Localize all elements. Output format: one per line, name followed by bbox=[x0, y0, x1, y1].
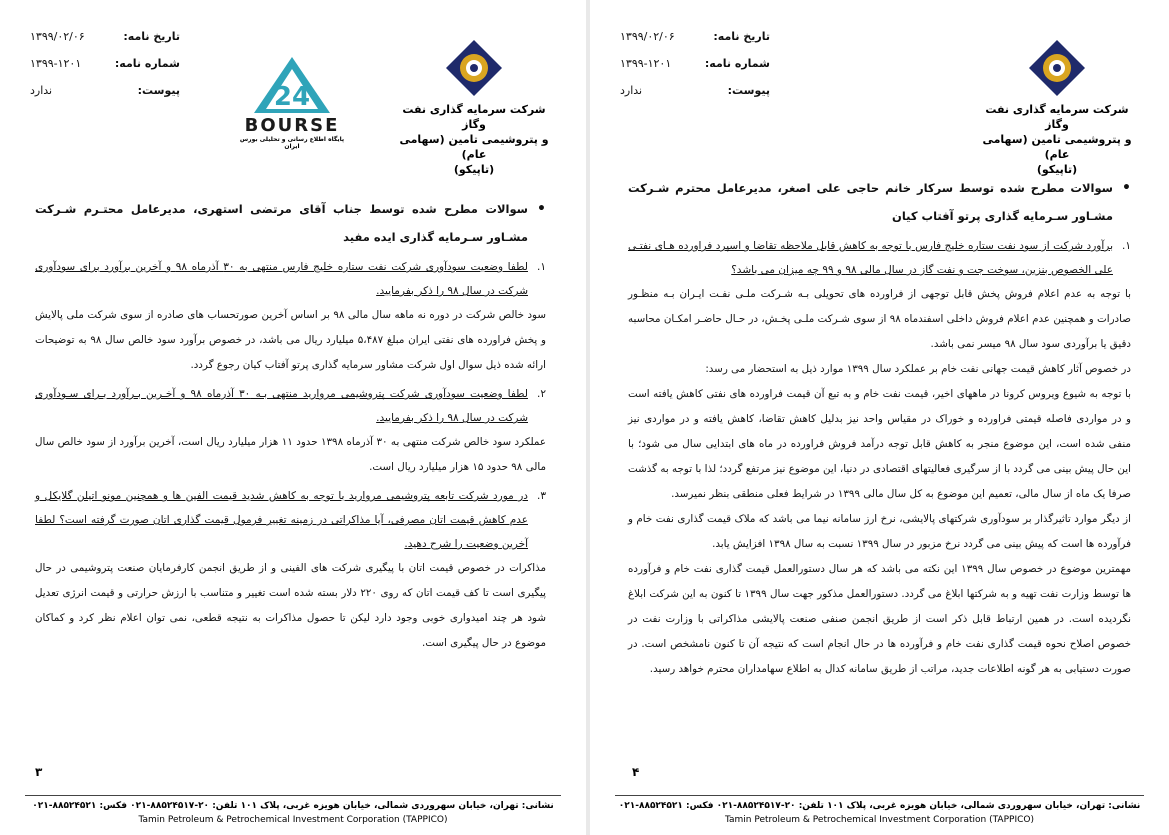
footer-company-name: Tamin Petroleum & Petrochemical Investment Corporation (TAPPICO) bbox=[138, 815, 448, 825]
company-logo bbox=[394, 38, 554, 176]
logo-line-3: (تاپیکو) bbox=[1036, 163, 1078, 176]
meta-value: ۱۳۹۹-۱۲۰۱ bbox=[620, 57, 672, 70]
meta-label: شماره نامه: bbox=[704, 57, 770, 70]
question-text: لطفا وضعیت سودآوری شرکت پتروشیمی مروارید منتهی بـه ۳۰ آذرماه ۹۸ و آخـرین بـرآورد بـرای سـودآوری شرکت در سال ۹۸ را ذکر بفرمایید. bbox=[35, 388, 528, 424]
answer-paragraph: با توجه به عدم اعلام فروش پخش قابل توجهی از فراورده های تحویلی بـه شـرکت ملـی نفـت ایـران بـه منظـور صادرات و همچنین عدم اعلام فروش داخلی اسفندماه ۹۸ از سوی شـرکت ملـی پخـش، در حـال حاضـر امکـان محاسبه دقیق یا برآوردی سود سال ۹۸ میسر نمی باشد. bbox=[628, 288, 1132, 350]
answer-paragraph: در خصوص آثار کاهش قیمت جهانی نفت خام بر عملکرد سال ۱۳۹۹ موارد ذیل به استحضار می رسد: bbox=[705, 363, 1131, 375]
meta-label: تاریخ نامه: bbox=[713, 30, 770, 43]
answer-text: سود خالص شرکت در دوره نه ماهه سال مالی ۹۸ بر اساس آخرین صورتحساب های صادره از سوی شرکت ملی پالایش و پخش فراورده های نفتی ایران مبلغ ۵،۴۸۷ میلیارد ریال می باشد، در خصوص برآورد سود خالص سال ۹۸ به توضیحات ارائه شده ذیل سوال اول شرکت مشاور سرمایه گذاری پرتو آفتاب کیان رجوع گردد. bbox=[35, 309, 546, 371]
company-logo bbox=[977, 38, 1137, 176]
page-footer bbox=[615, 795, 1144, 827]
meta-row bbox=[620, 82, 770, 109]
logo-line-1: شرکت سرمایه گذاری نفت وگاز bbox=[985, 103, 1129, 131]
page-number: ۴ bbox=[632, 765, 640, 779]
meta-value: ندارد bbox=[30, 84, 53, 97]
footer-address: نشانی: تهران، خیابان سهروردی شمالی، خیابان هویزه غربی، پلاک ۱۰۱ تلفن: ۲۰-۸۸۵۲۴۵۱۷-۰۲۱ فکس: ۸۸۵۲۴۵۲۱-۰۲۱ bbox=[32, 801, 554, 811]
meta-row bbox=[30, 82, 180, 109]
bourse-triangle-icon bbox=[252, 55, 332, 115]
logo-line-2: و پتروشیمی تامین (سهامی عام) bbox=[399, 133, 549, 161]
logo-line-3: (تاپیکو) bbox=[453, 163, 495, 176]
question-item bbox=[35, 255, 546, 303]
answer-text: عملکرد سود خالص شرکت منتهی به ۳۰ آذرماه ۱۳۹۸ حدود ۱۱ هزار میلیارد ریال است، آخرین برآورد از سود خالص سال مالی ۹۸ حدود ۱۵ هزار میلیارد ریال است. bbox=[35, 436, 547, 473]
footer-company-name: Tamin Petroleum & Petrochemical Investment Corporation (TAPPICO) bbox=[725, 815, 1034, 825]
meta-value: ۱۳۹۹-۱۲۰۱ bbox=[30, 57, 82, 70]
meta-label: پیوست: bbox=[137, 84, 180, 97]
footer-address: نشانی: تهران، خیابان سهروردی شمالی، خیابان هویزه غربی، پلاک ۱۰۱ تلفن: ۲۰-۸۸۵۲۴۵۱۷-۰۲۱ فکس: ۸۸۵۲۴۵۲۱-۰۲۱ bbox=[618, 801, 1141, 811]
meta-row bbox=[30, 28, 180, 55]
question-item bbox=[628, 234, 1131, 282]
bourse-logo bbox=[232, 55, 352, 150]
section-heading: • سوالات مطرح شده توسط سرکار خانم حاجی علی اصغر، مدیرعامل محترم شـرکت مشـاور سـرمایه گذاری پرتو آفتاب کیان bbox=[628, 174, 1131, 230]
letter-meta bbox=[620, 28, 770, 109]
letter-meta bbox=[30, 28, 180, 109]
tappico-emblem-icon bbox=[1027, 38, 1087, 98]
section-heading: • سوالات مطرح شده توسط جناب آقای مرتضی استهری، مدیرعامل محتـرم شـرکت مشـاور سـرمایه گذاری ایده مفید bbox=[35, 195, 546, 251]
meta-label: تاریخ نامه: bbox=[123, 30, 180, 43]
answer-paragraph: با توجه به شیوع ویروس کرونا در ماههای اخیر، قیمت نفت خام و به تبع آن قیمت فراورده های نفتی کاهش یافته است و در مواردی فاصله قیمتی فراورده و خوراک در مقیاس واحد نیز بدلیل کاهش تقاضا، کاهش یافته و در مواردی نیز منفی شده است، این موضوع منجر به کاهش قابل توجه درآمد فروش فراورده در ماه های ابتدایی سال می شود؛ با این حال پیش بینی می گردد با از سرگیری فعالیتهای اقتصادی در دنیا، این موضوع نیز مرتفع گردد؛ لذا با توجه به گذشت صرفا یک ماه از سال مالی، تعمیم این موضوع به کل سال مالی ۱۳۹۹ در شرایط فعلی منطقی بنظر نمیرسد. bbox=[628, 388, 1131, 500]
meta-row bbox=[620, 28, 770, 55]
meta-value: ۱۳۹۹/۰۲/۰۶ bbox=[620, 30, 675, 43]
svg-text:24: 24 bbox=[273, 82, 311, 112]
meta-value: ندارد bbox=[620, 84, 643, 97]
meta-label: شماره نامه: bbox=[114, 57, 180, 70]
meta-row bbox=[30, 55, 180, 82]
meta-label: پیوست: bbox=[727, 84, 770, 97]
question-text: لطفا وضعیت سودآوری شرکت نفت ستاره خلیج فارس منتهی به ۳۰ آذرماه ۹۸ و آخرین برآورد برای سودآوری شرکت در سال ۹۸ را ذکر بفرمایید. bbox=[35, 261, 528, 297]
question-item bbox=[35, 382, 546, 430]
question-number: ۱. bbox=[1122, 240, 1131, 252]
meta-row bbox=[620, 55, 770, 82]
page-content bbox=[628, 174, 1131, 682]
page-number: ۳ bbox=[35, 765, 43, 779]
question-number: ۳. bbox=[537, 490, 546, 502]
question-item bbox=[35, 484, 546, 556]
page-footer bbox=[25, 795, 561, 827]
answer-paragraph: مهمترین موضوع در خصوص سال ۱۳۹۹ این نکته می باشد که هر سال دستورالعمل قیمت گذاری نفت خام و فرآورده ها توسط وزارت نفت تهیه و به شرکتها ابلاغ می گردد. دستورالعمل مذکور جهت سال ۱۳۹۹ تا کنون به این شرکت ابلاغ نگردیده است. در همین ارتباط قابل ذکر است از طریق انجمن صنفی صنعت پالایشی مذاکراتی با وزارت نفت در خصوص اصلاح نحوه قیمت گذاری نفت خام و فرآورده ها در حال انجام است که نتیجه آن تا کنون نامشخص است. در صورت دستیابی به هر گونه اطلاعات جدید، مراتب از طریق سامانه کدال به اطلاع سهامداران محترم خواهد رسید. bbox=[628, 563, 1132, 675]
question-text: در مورد شرکت تابعه پتروشیمی مروارید با توجه به کاهش شدید قیمت الفین ها و همچنین مونو اتیلن گلایکل و عدم کاهش قیمت اتان مصرفی، آیا مذاکراتی در زمینه تغییر فرمول قیمت گذاری اتان صورت گرفته است؟ لطفا آخرین وضعیت را شرح دهید. bbox=[35, 490, 528, 550]
logo-line-2: و پتروشیمی تامین (سهامی عام) bbox=[982, 133, 1132, 161]
bourse-word: BOURSE bbox=[244, 115, 340, 136]
page-content bbox=[35, 195, 546, 656]
question-text: برآورد شرکت از سود نفت ستاره خلیج فارس با توجه به کاهش قابل ملاحظه تقاضا و اسپرد فراورده هـای نفتـی علی الخصوص بنزین، سوخت جت و نفت گاز در سال مالی ۹۸ و ۹۹ چه میزان می باشد؟ bbox=[628, 240, 1113, 276]
question-number: ۲. bbox=[537, 388, 546, 400]
answer-text: مذاکرات در خصوص قیمت اتان با پیگیری شرکت های الفینی و از طریق انجمن کارفرمایان صنعت پتروشیمی در حال پیگیری است تا کف قیمت اتان که روی ۲۲۰ دلار بسته شده است تغییر و متناسب با ارزش حرارتی و قیمت انرژی تعدیل شود هر چند امیدواری خوبی وجود دارد لیکن تا حصول مذاکرات به نتیجه قطعی، نمی توان اعلام نظر کرد و کماکان موضوع در حال پیگیری است. bbox=[35, 562, 546, 649]
document-page-right bbox=[590, 0, 1169, 835]
bourse-subtitle: پایگاه اطلاع رسانی و تحلیلی بورس ایران bbox=[239, 136, 345, 150]
question-number: ۱. bbox=[537, 261, 546, 273]
meta-value: ۱۳۹۹/۰۲/۰۶ bbox=[30, 30, 85, 43]
answer-paragraph: از دیگر موارد تاثیرگذار بر سودآوری شرکتهای پالایشی، نرخ ارز سامانه نیما می باشد که ملاک قیمت گذاری نفت خام و فرآورده ها است که پیش بینی می گردد نرخ مزبور در سال ۱۳۹۹ نسبت به سال ۱۳۹۸ افزایش یابد. bbox=[628, 513, 1131, 550]
tappico-emblem-icon bbox=[444, 38, 504, 98]
logo-line-1: شرکت سرمایه گذاری نفت وگاز bbox=[402, 103, 546, 131]
